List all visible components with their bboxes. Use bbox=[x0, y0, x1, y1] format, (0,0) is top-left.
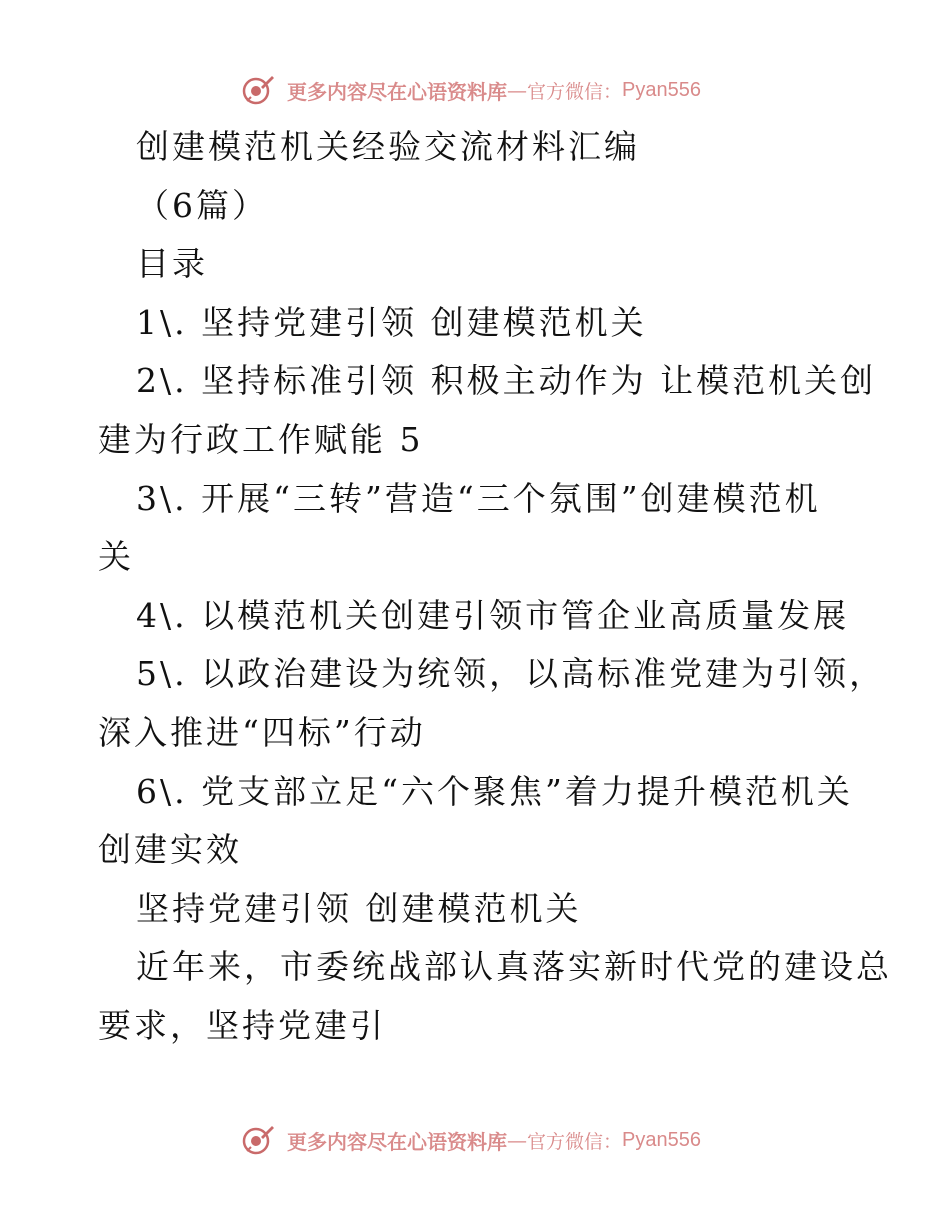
banner-main-text: 更多内容尽在心语资料库 bbox=[287, 79, 507, 104]
document-body bbox=[98, 118, 892, 1056]
toc-item-3-continued: 关 bbox=[98, 537, 134, 577]
toc-item-4: 4\. 以模范机关创建引领市管企业高质量发展 bbox=[136, 595, 850, 635]
toc-item-3: 3\. 开展“三转”营造“三个氛围”创建模范机 bbox=[136, 478, 821, 518]
toc-item-5-continued: 深入推进“四标”行动 bbox=[98, 712, 426, 752]
document-count: （6篇） bbox=[136, 185, 268, 225]
toc-heading: 目录 bbox=[136, 244, 208, 284]
body-paragraph-continued: 要求，坚持党建引 bbox=[98, 1005, 386, 1045]
banner-account: Pyan556 bbox=[622, 78, 701, 101]
toc-item-6: 6\. 党支部立足“六个聚焦”着力提升模范机关 bbox=[136, 771, 853, 811]
banner-main-text: 更多内容尽在心语资料库 bbox=[287, 1129, 507, 1154]
toc-item-5: 5\. 以政治建设为统领，以高标准党建为引领， bbox=[136, 654, 886, 694]
banner-sub-text: 官方微信： bbox=[527, 1130, 623, 1153]
document-title: 创建模范机关经验交流材料汇编 bbox=[136, 127, 640, 166]
toc-item-2: 2\. 坚持标准引领 积极主动作为 让模范机关创 bbox=[136, 361, 877, 401]
banner-dash: — bbox=[507, 1128, 527, 1152]
footer-banner bbox=[0, 1120, 950, 1160]
banner-dash: — bbox=[507, 78, 527, 102]
banner-account: Pyan556 bbox=[622, 1128, 701, 1151]
body-paragraph: 近年来，市委统战部认真落实新时代党的建设总 bbox=[136, 947, 892, 987]
toc-item-2-continued: 建为行政工作赋能 5 bbox=[98, 419, 424, 459]
pen-logo-icon bbox=[241, 73, 275, 107]
section-heading: 坚持党建引领 创建模范机关 bbox=[136, 888, 582, 928]
banner-sub-text: 官方微信： bbox=[527, 80, 623, 103]
toc-item-1: 1\. 坚持党建引领 创建模范机关 bbox=[136, 302, 647, 342]
toc-item-6-continued: 创建实效 bbox=[98, 830, 242, 870]
pen-logo-icon bbox=[241, 1123, 275, 1157]
header-banner bbox=[0, 70, 950, 110]
